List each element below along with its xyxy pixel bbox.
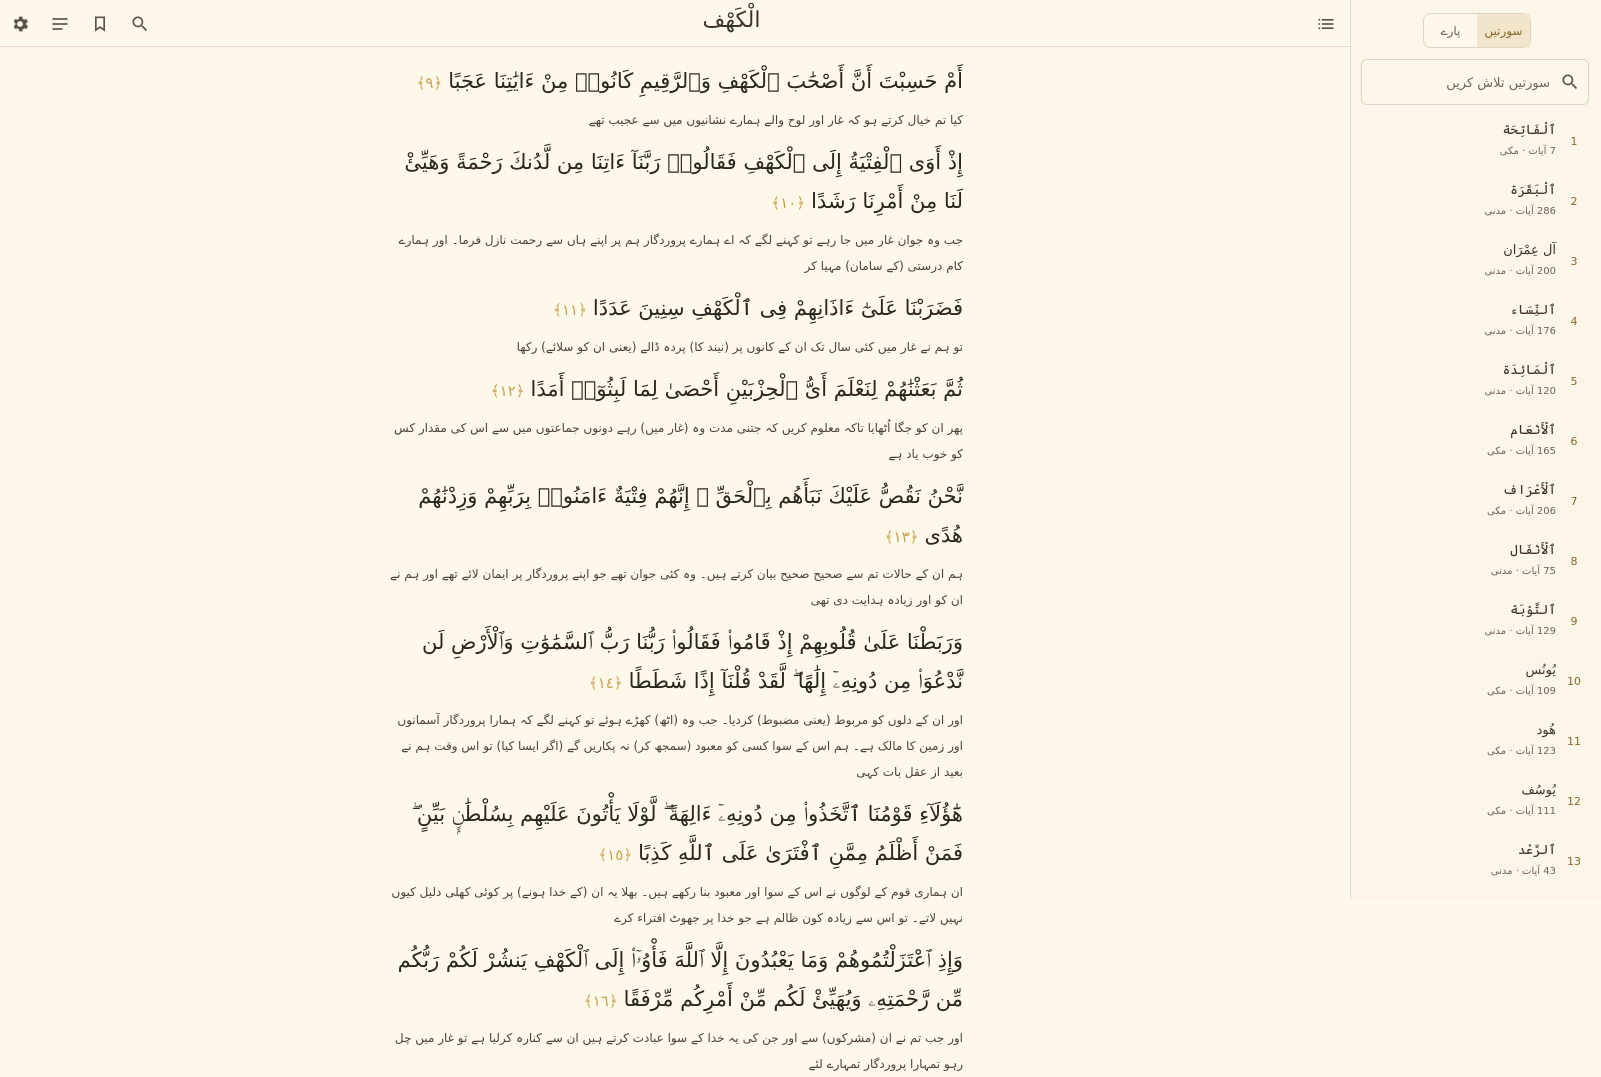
surah-list-item[interactable] — [1351, 413, 1601, 473]
surah-number: 6 — [1570, 435, 1578, 448]
surah-name: ٱلنِّسَاء — [1510, 303, 1556, 318]
verse-number: ﴿٩﴾ — [416, 74, 443, 92]
surah-list-item[interactable] — [1351, 473, 1601, 533]
surah-name: ٱلْأَنْفَال — [1510, 543, 1556, 558]
surah-name: آل عِمْرَان — [1503, 243, 1556, 258]
verse-arabic — [385, 941, 963, 1021]
surah-meta: 206 آیات · مکی — [1486, 506, 1556, 517]
verse-number: ﴿١٥﴾ — [598, 846, 633, 864]
verse-arabic — [385, 795, 963, 875]
verse-translation: جب وہ جوان غار میں جا رہے تو کہنے لگے کہ اے ہمارے پروردگار ہم پر اپنے ہاں سے رحمت نازل فرما۔ اور ہمارے کام درستی (کے سامان) مہیا کر — [398, 233, 963, 273]
surah-list-item[interactable] — [1351, 773, 1601, 833]
verse-translation: اور ان کے دلوں کو مربوط (یعنی مضبوط) کردیا۔ جب وہ (اٹھ) کھڑے ہوئے تو کہنے لگے کہ ہمارا پروردگار آسمانوں اور زمین کا مالک ہے۔ ہم اس کے سوا کسی کو معبود (سمجھ کر) نہ پکاریں گے (اگر ایسا کیا) تو اس وقت ہم نے بعید از عقل بات کہی — [397, 713, 963, 779]
verse-arabic-text: فَضَرَبْنَا عَلَىٰٓ ءَاذَانِهِمْ فِى ٱلْكَهْفِ سِنِينَ عَدَدًا — [592, 296, 963, 320]
verse-translation: ان ہماری قوم کے لوگوں نے اس کے سوا اور معبود بنا رکھے ہیں۔ بھلا یہ ان (کے خدا ہونے) پر کوئی کھلی دلیل کیوں نہیں لاتے۔ تو اس سے زیادہ کون ظالم ہے جو خدا پر جھوٹ افتراء کرے — [391, 885, 963, 925]
verse-number: ﴿١٣﴾ — [884, 528, 919, 546]
verse-number: ﴿١٦﴾ — [583, 992, 618, 1010]
verse-arabic — [385, 370, 963, 411]
verse-number: ﴿١٤﴾ — [588, 674, 623, 692]
surah-list-item[interactable] — [1351, 233, 1601, 293]
verse[interactable] — [385, 370, 963, 467]
verse-arabic-text: نَّحْنُ نَقُصُّ عَلَيْكَ نَبَأَهُم بِٱلْحَقِّ ۚ إِنَّهُمْ فِتْيَةٌ ءَامَنُوا۟ بِرَبِّهِمْ وَزِدْنَٰهُمْ هُدًى — [418, 484, 963, 547]
verse-arabic-text: وَإِذِ ٱعْتَزَلْتُمُوهُمْ وَمَا يَعْبُدُونَ إِلَّا ٱللَّهَ فَأْوُۥٓا۟ إِلَى ٱلْكَهْفِ يَنشُرْ لَكُمْ رَبُّكُم مِّن رَّحْمَتِهِۦ وَيُهَيِّئْ لَكُم مِّنْ أَمْرِكُم مِّرْفَقًا — [397, 948, 963, 1011]
verse[interactable] — [385, 477, 963, 613]
verse-arabic — [385, 143, 963, 223]
verse-arabic-text: وَرَبَطْنَا عَلَىٰ قُلُوبِهِمْ إِذْ قَامُوا۟ فَقَالُوا۟ رَبُّنَا رَبُّ ٱلسَّمَٰوَٰتِ وَٱلْأَرْضِ لَن نَّدْعُوَا۟ مِن دُونِهِۦٓ إِلَٰهًا ۖ لَّقَدْ قُلْنَآ إِذًا شَطَطًا — [422, 630, 963, 693]
surah-meta: 176 آیات · مدنی — [1484, 326, 1556, 337]
surah-search-input[interactable] — [1370, 70, 1552, 96]
surah-meta: 109 آیات · مکی — [1486, 686, 1556, 697]
surah-list-item[interactable] — [1351, 593, 1601, 653]
verse-translation: کیا تم خیال کرتے ہو کہ غار اور لوح والے ہمارے نشانیوں میں سے عجیب تھے — [588, 113, 963, 127]
surah-number: 4 — [1570, 315, 1578, 328]
surah-list-item[interactable] — [1351, 173, 1601, 233]
verse-list[interactable] — [385, 52, 963, 1071]
surah-sidebar — [1350, 0, 1601, 900]
surah-meta: 286 آیات · مدنی — [1484, 206, 1556, 217]
surah-search — [1361, 59, 1589, 105]
surah-meta: 200 آیات · مدنی — [1484, 266, 1556, 277]
surah-number: 7 — [1570, 495, 1578, 508]
surah-list-item[interactable] — [1351, 353, 1601, 413]
surah-name: ٱلْمَائِدَة — [1502, 363, 1556, 378]
surah-list-item[interactable] — [1351, 293, 1601, 353]
surah-name: ٱلرَّعْد — [1517, 843, 1556, 858]
surah-name: ٱلْبَقَرَة — [1510, 183, 1556, 198]
surah-name: هُود — [1536, 723, 1556, 738]
index-tabs — [1423, 13, 1531, 48]
verse[interactable] — [385, 795, 963, 931]
verse-translation: تو ہم نے غار میں کئی سال تک ان کے کانوں پر (نیند کا) پردہ ڈالے (یعنی ان کو سلائے) رکھا — [516, 340, 963, 354]
surah-number: 8 — [1570, 555, 1578, 568]
surah-name: ٱلتَّوْبَة — [1510, 603, 1556, 618]
surah-list-item[interactable] — [1351, 713, 1601, 773]
verse-arabic-text: هَٰٓؤُلَآءِ قَوْمُنَا ٱتَّخَذُوا۟ مِن دُونِهِۦٓ ءَالِهَةً ۖ لَّوْلَا يَأْتُونَ عَلَيْهِم بِسُلْطَٰنٍۭ بَيِّنٍ ۖ فَمَنْ أَظْلَمُ مِمَّنِ ٱفْتَرَىٰ عَلَى ٱللَّهِ كَذِبًا — [411, 802, 963, 865]
surah-meta: 129 آیات · مدنی — [1484, 626, 1556, 637]
verse-arabic — [385, 477, 963, 557]
verse[interactable] — [385, 143, 963, 279]
verse[interactable] — [385, 289, 963, 360]
surah-list — [1351, 113, 1601, 900]
surah-number: 10 — [1567, 675, 1581, 688]
surah-meta: 123 آیات · مکی — [1486, 746, 1556, 757]
surah-name: يُونُس — [1525, 663, 1556, 678]
tab-surahs[interactable]: سورتیں — [1477, 14, 1530, 47]
verse[interactable] — [385, 62, 963, 133]
surah-number: 2 — [1570, 195, 1578, 208]
verse[interactable] — [385, 623, 963, 785]
top-toolbar — [0, 0, 1350, 47]
verse-arabic-text: ثُمَّ بَعَثْنَٰهُمْ لِنَعْلَمَ أَىُّ ٱلْحِزْبَيْنِ أَحْصَىٰ لِمَا لَبِثُوٓا۟ أَمَدًا — [530, 377, 963, 401]
verse-number: ﴿١٢﴾ — [490, 382, 525, 400]
list-icon[interactable] — [1314, 12, 1338, 36]
verse-arabic-text: أَمْ حَسِبْتَ أَنَّ أَصْحَٰبَ ٱلْكَهْفِ وَٱلرَّقِيمِ كَانُوا۟ مِنْ ءَايَٰتِنَا عَجَبًا — [448, 69, 963, 93]
surah-name: ٱلْأَعْرَاف — [1502, 483, 1556, 498]
verse-arabic-text: إِذْ أَوَى ٱلْفِتْيَةُ إِلَى ٱلْكَهْفِ فَقَالُوا۟ رَبَّنَآ ءَاتِنَا مِن لَّدُنكَ رَحْمَةً وَهَيِّئْ لَنَا مِنْ أَمْرِنَا رَشَدًا — [404, 150, 963, 213]
verse-translation: ہم ان کے حالات تم سے صحیح صحیح بیان کرتے ہیں۔ وہ کئی جوان تھے جو اپنے پروردگار پر ایمان لائے تھے اور ہم نے ان کو اور زیادہ ہدایت دی تھی — [390, 567, 963, 607]
surah-meta: 7 آیات · مکی — [1499, 146, 1556, 157]
surah-number: 9 — [1570, 615, 1578, 628]
surah-number: 12 — [1567, 795, 1581, 808]
surah-number: 13 — [1567, 855, 1581, 868]
verse[interactable] — [385, 941, 963, 1077]
surah-meta: 165 آیات · مکی — [1486, 446, 1556, 457]
surah-name: ٱلْأَنْعَام — [1510, 423, 1556, 438]
surah-list-item[interactable] — [1351, 533, 1601, 593]
verse-arabic — [385, 623, 963, 703]
surah-number: 5 — [1570, 375, 1578, 388]
surah-name: ٱلْفَاتِحَة — [1502, 123, 1556, 138]
surah-meta: 43 آیات · مدنی — [1490, 866, 1556, 877]
verse-translation: اور جب تم نے ان (مشرکوں) سے اور جن کی یہ خدا کے سوا عبادت کرتے ہیں ان سے کنارہ کرلیا ہے تو غار میں چل رہو تمہارا پروردگار تمہارے لئے — [394, 1031, 963, 1071]
surah-list-item[interactable] — [1351, 113, 1601, 173]
surah-title: الْكَهْف — [702, 8, 761, 33]
tab-paray[interactable]: پارے — [1440, 23, 1461, 38]
search-icon[interactable] — [1560, 72, 1580, 92]
surah-list-item[interactable] — [1351, 833, 1601, 893]
surah-meta: 120 آیات · مدنی — [1484, 386, 1556, 397]
surah-number: 1 — [1570, 135, 1578, 148]
surah-list-item[interactable] — [1351, 653, 1601, 713]
surah-number: 11 — [1567, 735, 1581, 748]
surah-meta: 111 آیات · مکی — [1486, 806, 1556, 817]
surah-name: يُوسُف — [1521, 783, 1556, 798]
surah-meta: 75 آیات · مدنی — [1490, 566, 1556, 577]
verse-number: ﴿١١﴾ — [553, 301, 587, 319]
verse-arabic — [385, 289, 963, 330]
verse-number: ﴿١٠﴾ — [771, 194, 806, 212]
verse-arabic — [385, 62, 963, 103]
surah-number: 3 — [1570, 255, 1578, 268]
verse-translation: پھر ان کو جگا اُٹھایا تاکہ معلوم کریں کہ جتنی مدت وہ (غار میں) رہے دونوں جماعتوں میں سے اس کی مقدار کس کو خوب یاد ہے — [394, 421, 963, 461]
